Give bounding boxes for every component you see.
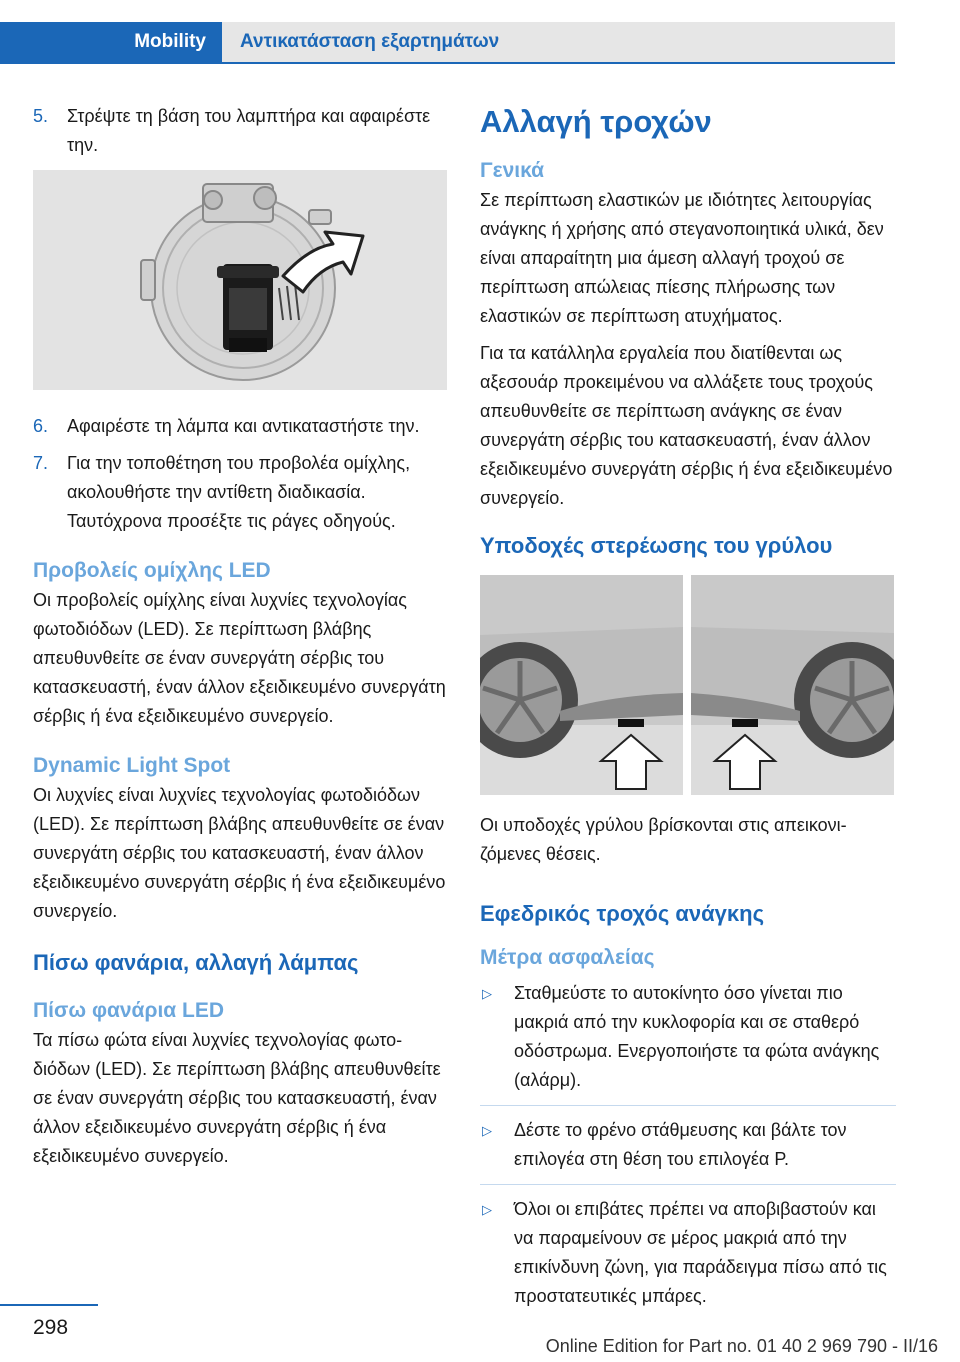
left-column (33, 102, 449, 1171)
general-text-1: Σε περίπτωση ελαστικών με ιδιότητες λειτουργίας ανάγκης ή χρήσης από στεγανοποιητικά υλικά, δεν είναι απαραίτητη μια άμεση αλλαγή τροχού σε περίπτωση απώλειας πίεσης πλήρωσης των ελαστικών σε περίπτωση ατυχήματος. (480, 190, 884, 326)
triangle-bullet-icon: ▷ (482, 1202, 492, 1217)
step-number: 6. (33, 416, 49, 436)
fog-lamp-bulb-figure (33, 170, 447, 390)
jack-points-heading: Υποδοχές στερέωσης του γρύλου (480, 533, 833, 558)
section-tab: Mobility (0, 22, 222, 62)
fog-lights-heading: Προβολείς ομίχλης LED (33, 559, 271, 582)
dynamic-light-spot-text: Οι λυχνίες είναι λυχνίες τεχνολογίας φωτοδιόδων (LED). Σε περίπτωση βλάβης απευθυνθείτε σε έναν συνεργάτη σέρβις του κατασκευαστή, έναν άλλον εξειδικευμένο συνεργάτη σέρβις ή ένα εξειδικευμένο συνεργείο. (33, 785, 446, 921)
rear-led-text: Τα πίσω φώτα είναι λυχνίες τεχνολογίας φωτοδιόδων (LED). Σε περίπτωση βλάβης απευθυνθείτε σε έναν συνεργάτη σέρβις του κατασκευαστή, έναν άλλον εξειδικευμένο συνεργάτη σέρβις ή ένα εξειδικευμένο συνεργείο. (33, 1030, 441, 1166)
step-text: Αφαιρέστε τη λάμπα και αντικαταστήστε την. (67, 416, 420, 436)
bullet-divider (480, 1184, 896, 1185)
chapter-tab: Αντικατάσταση εξαρτημάτων (222, 22, 895, 62)
safety-bullet (480, 1195, 896, 1311)
wheel-change-heading: Αλλαγή τροχών (480, 104, 712, 139)
bullet-text: Δέστε το φρένο στάθμευσης και βάλτε τον επιλογέα στη θέση του επιλογέα P. (514, 1120, 847, 1169)
safety-measures-heading: Μέτρα ασφαλείας (480, 946, 655, 969)
bullet-divider (480, 1105, 896, 1106)
safety-bullet (480, 979, 896, 1095)
footer-rule (0, 1304, 98, 1306)
step-text: Στρέψτε τη βάση του λαμπτήρα και αφαιρέστε την. (67, 106, 431, 155)
step-6 (33, 412, 449, 441)
general-heading: Γενικά (480, 159, 545, 182)
header-rule (0, 62, 895, 64)
safety-bullet (480, 1116, 896, 1174)
triangle-bullet-icon: ▷ (482, 1123, 492, 1138)
bullet-text: Όλοι οι επιβάτες πρέπει να αποβιβαστούν και να παραμείνουν σε μέρος μακριά από την επικίνδυνη ζώνη, για παράδειγμα πίσω από τις προστατευτικές μπάρες. (514, 1199, 887, 1306)
step-number: 7. (33, 453, 49, 473)
step-7 (33, 449, 449, 536)
right-column (480, 102, 896, 1311)
step-5 (33, 102, 449, 160)
online-edition-text: Online Edition for Part no. 01 40 2 969 790 - II/16 (545, 1336, 938, 1356)
page-number: 298 (33, 1316, 69, 1339)
rear-lights-heading: Πίσω φανάρια, αλλαγή λάμπας (33, 950, 359, 975)
spare-wheel-heading: Εφεδρικός τροχός ανάγκης (480, 901, 765, 926)
dynamic-light-spot-heading: Dynamic Light Spot (33, 754, 231, 777)
step-text: Για την τοποθέτηση του προβολέα ομίχλης, ακολουθήστε την αντίθετη διαδικασία. Ταυτόχρονα προσέξτε τις ράγες οδηγούς. (67, 453, 411, 531)
bullet-text: Σταθμεύστε το αυτοκίνητο όσο γίνεται πιο μακριά από την κυκλοφορία και σε σταθερό οδόστρωμα. Ενεργοποιήστε τα φώτα ανάγκης (αλάρμ). (514, 983, 880, 1090)
jack-points-text: Οι υποδοχές γρύλου βρίσκονται στις απεικονιζόμενες θέσεις. (480, 815, 847, 864)
triangle-bullet-icon: ▷ (482, 986, 492, 1001)
fog-lights-text: Οι προβολείς ομίχλης είναι λυχνίες τεχνολογίας φωτοδιόδων (LED). Σε περίπτωση βλάβης απευθυνθείτε σε έναν συνεργάτη σέρβις του κατασκευαστή, έναν άλλον εξειδικευμένο συνεργάτη σέρβις ή ένα εξειδικευμένο συνεργείο. (33, 590, 446, 726)
fog-lamp-illustration (33, 170, 447, 390)
jack-points-illustration (480, 575, 894, 795)
step-number: 5. (33, 106, 49, 126)
rear-led-heading: Πίσω φανάρια LED (33, 999, 225, 1022)
jack-points-figure (480, 575, 894, 795)
page-header (0, 22, 960, 62)
general-text-2: Για τα κατάλληλα εργαλεία που διατίθενται ως αξεσουάρ προκειμένου να αλλάξετε τους τροχούς απευθυνθείτε σε περίπτωση ανάγκης σε έναν συνεργάτη σέρβις του κατασκευαστή, έναν άλλον εξειδικευμένο συνεργάτη σέρβις ή ένα εξειδικευμένο συνεργείο. (480, 343, 893, 508)
